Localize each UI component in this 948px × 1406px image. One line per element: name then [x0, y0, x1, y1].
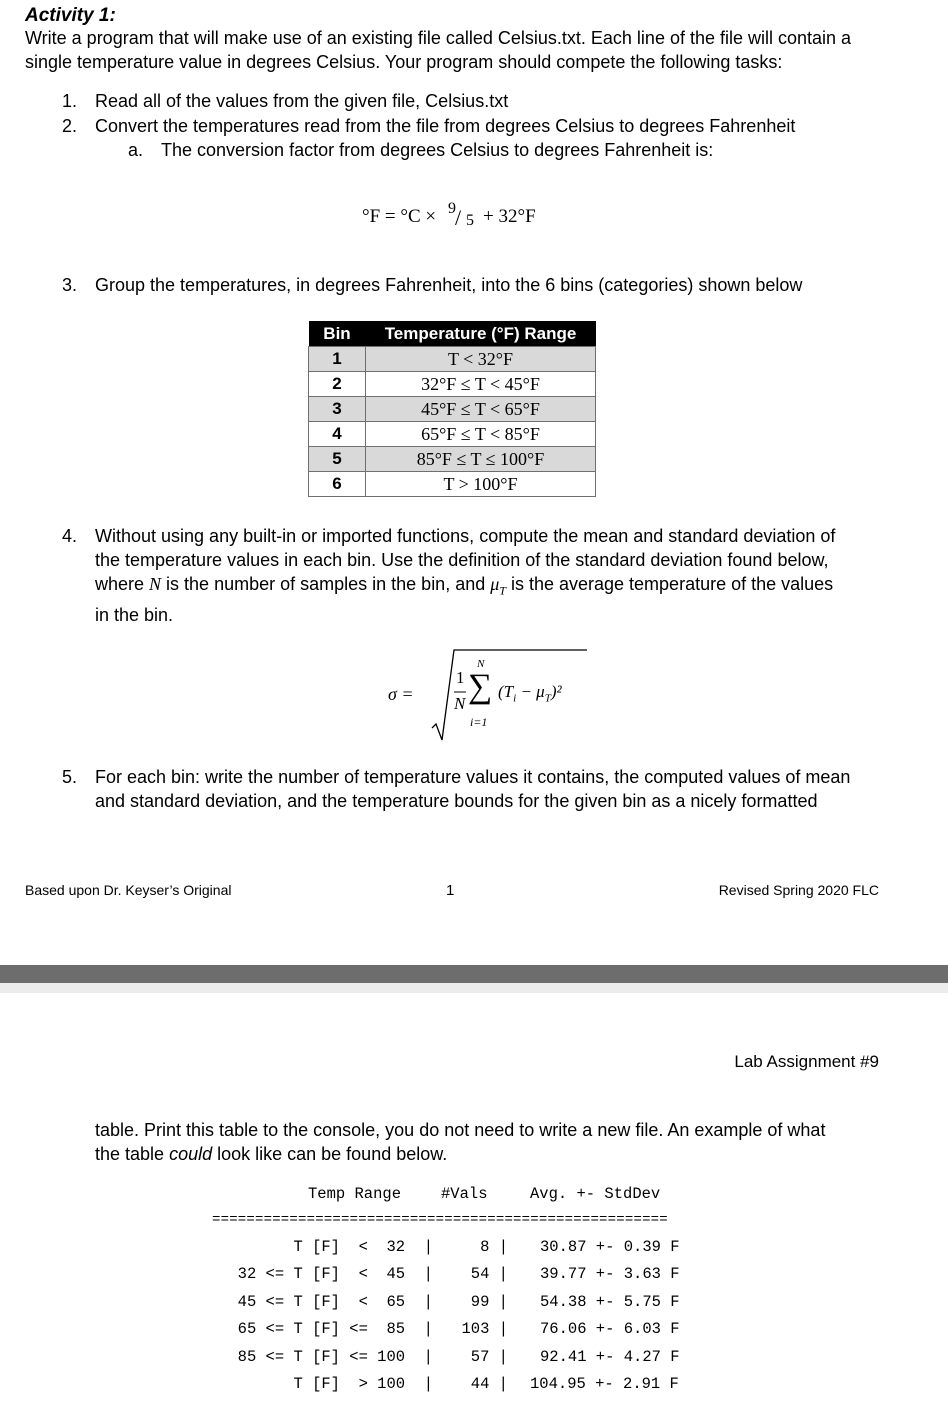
table-row — [309, 422, 596, 447]
table-row — [309, 447, 596, 472]
bin-range: T < 32°F — [366, 347, 596, 372]
table-row — [309, 347, 596, 372]
step-2a: a. The conversion factor from degrees Celsius to degrees Fahrenheit is: — [128, 140, 714, 160]
page2-paragraph: table. Print this table to the console, you do not need to write a new file. An example of what the table could look like can be found below. — [95, 1120, 826, 1164]
console-header-vals: #Vals — [441, 1185, 488, 1203]
bin-range: T > 100°F — [366, 472, 596, 497]
bins-table — [308, 321, 596, 497]
step-2: 2. Convert the temperatures read from the file from degrees Celsius to degrees Fahrenheit — [62, 116, 796, 136]
footer-right: Revised Spring 2020 FLC — [718, 882, 879, 898]
bin-number: 3 — [309, 397, 366, 422]
bin-number: 6 — [309, 472, 366, 497]
table-row: T [F] > 100 | 44 | 104.95 +- 2.91 F — [293, 1375, 679, 1393]
intro-paragraph — [25, 26, 925, 74]
table-row — [309, 372, 596, 397]
console-header-avg: Avg. +- StdDev — [530, 1185, 661, 1203]
table-header-bin: Bin — [309, 321, 366, 347]
page-number: 1 — [446, 882, 455, 899]
table-row: 85 <= T [F] <= 100 | 57 | 92.41 +- 4.27 F — [237, 1348, 680, 1366]
step-4: 4. Without using any built-in or imported functions, compute the mean and standard deviation of the temperature values in each bin. Use the definition of the standard deviation found below, where N is the number of samples in the bin, and $\mu_T$ is the average temperature of the values in the bin. — [62, 526, 836, 625]
table-header-range: Temperature (°F) Range — [366, 321, 596, 347]
table-row: 65 <= T [F] <= 85 | 103 | 76.06 +- 6.03 F — [237, 1320, 680, 1338]
intro-line-2: single temperature value in degrees Celsius. Your program should compete the following tasks: — [25, 52, 783, 72]
lab-assignment-header: Lab Assignment #9 — [734, 1052, 879, 1071]
page-separator-shadow — [0, 983, 948, 993]
bin-range: 32°F ≤ T < 45°F — [366, 372, 596, 397]
bin-number: 5 — [309, 447, 366, 472]
bin-number: 1 — [309, 347, 366, 372]
console-output-table — [0, 1180, 948, 1400]
bin-range: 65°F ≤ T < 85°F — [366, 422, 596, 447]
bin-number: 4 — [309, 422, 366, 447]
step-1: 1. Read all of the values from the given file, Celsius.txt — [62, 91, 509, 111]
intro-line-1: Write a program that will make use of an existing file called Celsius.txt. Each line of the file will contain a — [25, 28, 852, 48]
table-row — [309, 397, 596, 422]
table-row: 32 <= T [F] < 45 | 54 | 39.77 +- 3.63 F — [237, 1265, 680, 1283]
console-divider: ===================================================== — [212, 1212, 668, 1228]
step-5: 5. For each bin: write the number of temperature values it contains, the computed values of mean and standard deviation, and the temperature bounds for the given bin as a nicely formatted — [62, 767, 851, 811]
table-row — [309, 472, 596, 497]
console-header-range: Temp Range — [308, 1185, 402, 1203]
bin-number: 2 — [309, 372, 366, 397]
table-row: 45 <= T [F] < 65 | 99 | 54.38 +- 5.75 F — [237, 1293, 680, 1311]
conversion-formula: °F = °C × 9 / 5 + 32°F — [362, 200, 536, 230]
summation-icon: ∑ — [468, 668, 493, 705]
activity-heading: Activity 1: — [25, 5, 116, 26]
step-3: 3. Group the temperatures, in degrees Fahrenheit, into the 6 bins (categories) shown below — [62, 275, 803, 295]
footer-left: Based upon Dr. Keyser’s Original — [25, 882, 232, 898]
bin-range: 85°F ≤ T ≤ 100°F — [366, 447, 596, 472]
table-row: T [F] < 32 | 8 | 30.87 +- 0.39 F — [293, 1238, 680, 1256]
bin-range: 45°F ≤ T < 65°F — [366, 397, 596, 422]
page-separator — [0, 965, 948, 983]
std-dev-formula: σ = 1 N N ∑ i=1 $(T_i - \mu_T)^2$ — [388, 648, 593, 748]
